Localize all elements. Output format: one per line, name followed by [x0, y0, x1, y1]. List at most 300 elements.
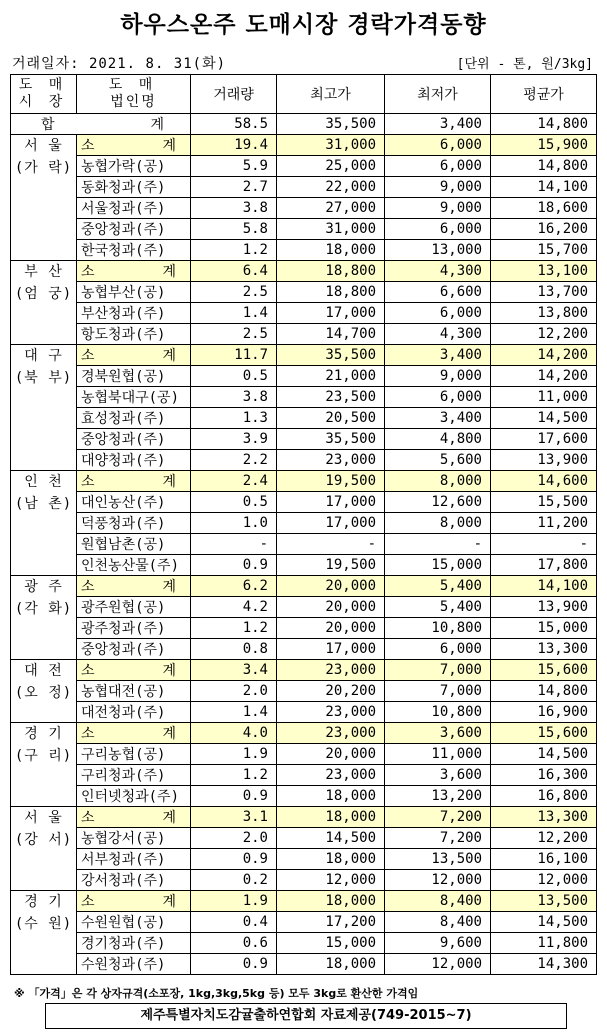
subtotal-row	[11, 576, 597, 597]
corp-name: 부산청과(주)	[77, 303, 191, 324]
volume-cell: 5.8	[191, 219, 277, 240]
volume-cell: 2.5	[191, 282, 277, 303]
corp-name: 동화청과(주)	[77, 177, 191, 198]
table-row	[11, 156, 597, 177]
avg-price-cell: 16,800	[491, 786, 597, 807]
subtotal-label-b: 계	[162, 348, 176, 364]
max-price-cell: 15,000	[277, 933, 385, 954]
min-price-cell: 13,500	[385, 849, 491, 870]
market-name: 대 전	[24, 663, 63, 679]
subtotal-row	[11, 891, 597, 912]
market-location: (북 부)	[14, 370, 73, 386]
volume-cell: 0.9	[191, 954, 277, 975]
subtotal-label-b: 계	[162, 894, 176, 910]
table-row	[11, 849, 597, 870]
avg-price-cell: 16,900	[491, 702, 597, 723]
volume-cell: 1.2	[191, 765, 277, 786]
market-location: (남 촌)	[14, 496, 73, 512]
volume-cell: 1.9	[191, 891, 277, 912]
min-price-cell: 10,800	[385, 702, 491, 723]
corp-name: 구리청과(주)	[77, 765, 191, 786]
avg-price-cell: 17,800	[491, 555, 597, 576]
avg-price-cell: -	[491, 534, 597, 555]
max-price-cell: 18,000	[277, 954, 385, 975]
header-avg: 평균가	[491, 75, 597, 114]
table-row	[11, 177, 597, 198]
subtotal-label	[77, 471, 191, 492]
min-price-cell: 3,600	[385, 765, 491, 786]
min-price-cell: 9,000	[385, 198, 491, 219]
max-price-cell: 19,500	[277, 555, 385, 576]
max-price-cell: 18,000	[277, 240, 385, 261]
subtotal-label-wrap	[81, 576, 190, 596]
max-price-cell: 19,500	[277, 471, 385, 492]
max-price-cell: -	[277, 534, 385, 555]
corp-name: 서울청과(주)	[77, 198, 191, 219]
corp-name: 농협대전(공)	[77, 681, 191, 702]
avg-price-cell: 11,200	[491, 513, 597, 534]
total-volume: 58.5	[191, 114, 277, 135]
min-price-cell: 5,600	[385, 450, 491, 471]
min-price-cell: 4,300	[385, 324, 491, 345]
min-price-cell: 12,600	[385, 492, 491, 513]
corp-name: 서부청과(주)	[77, 849, 191, 870]
subtotal-row	[11, 345, 597, 366]
market-name: 인 천	[24, 474, 63, 490]
max-price-cell: 23,000	[277, 660, 385, 681]
table-row	[11, 639, 597, 660]
min-price-cell: 15,000	[385, 555, 491, 576]
max-price-cell: 23,000	[277, 450, 385, 471]
subtotal-label-a: 소	[81, 810, 95, 826]
volume-cell: 1.4	[191, 702, 277, 723]
subtotal-label	[77, 135, 191, 156]
total-max: 35,500	[277, 114, 385, 135]
max-price-cell: 17,200	[277, 912, 385, 933]
table-row	[11, 765, 597, 786]
avg-price-cell: 14,500	[491, 912, 597, 933]
market-name: 대 구	[24, 348, 63, 364]
corp-name: 한국청과(주)	[77, 240, 191, 261]
corp-name: 농협부산(공)	[77, 282, 191, 303]
volume-cell: -	[191, 534, 277, 555]
max-price-cell: 20,000	[277, 618, 385, 639]
volume-cell: 6.4	[191, 261, 277, 282]
subtotal-label	[77, 891, 191, 912]
max-price-cell: 23,000	[277, 723, 385, 744]
volume-cell: 11.7	[191, 345, 277, 366]
corp-name: 강서청과(주)	[77, 870, 191, 891]
avg-price-cell: 13,500	[491, 891, 597, 912]
max-price-cell: 18,800	[277, 282, 385, 303]
min-price-cell: -	[385, 534, 491, 555]
min-price-cell: 6,000	[385, 639, 491, 660]
volume-cell: 2.2	[191, 450, 277, 471]
volume-cell: 3.1	[191, 807, 277, 828]
subtotal-label-wrap	[81, 345, 190, 365]
avg-price-cell: 18,600	[491, 198, 597, 219]
avg-price-cell: 12,200	[491, 324, 597, 345]
min-price-cell: 6,000	[385, 303, 491, 324]
subtotal-label-a: 소	[81, 348, 95, 364]
avg-price-cell: 11,800	[491, 933, 597, 954]
corp-name: 농협북대구(공)	[77, 387, 191, 408]
table-row	[11, 303, 597, 324]
volume-cell: 19.4	[191, 135, 277, 156]
avg-price-cell: 15,900	[491, 135, 597, 156]
avg-price-cell: 14,600	[491, 471, 597, 492]
subtotal-label-wrap	[81, 723, 190, 743]
max-price-cell: 20,000	[277, 576, 385, 597]
min-price-cell: 7,000	[385, 660, 491, 681]
subtotal-label-a: 소	[81, 579, 95, 595]
corp-name: 경기청과(주)	[77, 933, 191, 954]
max-price-cell: 17,000	[277, 303, 385, 324]
header-volume: 거래량	[191, 75, 277, 114]
max-price-cell: 22,000	[277, 177, 385, 198]
market-cell	[11, 807, 77, 891]
total-min: 3,400	[385, 114, 491, 135]
max-price-cell: 14,700	[277, 324, 385, 345]
avg-price-cell: 12,000	[491, 870, 597, 891]
subtotal-label-b: 계	[162, 810, 176, 826]
corp-name: 대양청과(주)	[77, 450, 191, 471]
table-row	[11, 744, 597, 765]
table-row	[11, 324, 597, 345]
total-row	[11, 114, 597, 135]
avg-price-cell: 14,100	[491, 177, 597, 198]
min-price-cell: 6,600	[385, 282, 491, 303]
min-price-cell: 3,400	[385, 408, 491, 429]
table-row	[11, 429, 597, 450]
max-price-cell: 31,000	[277, 135, 385, 156]
max-price-cell: 21,000	[277, 366, 385, 387]
subtotal-label-b: 계	[162, 474, 176, 490]
volume-cell: 0.8	[191, 639, 277, 660]
avg-price-cell: 12,200	[491, 828, 597, 849]
subtotal-label-a: 소	[81, 663, 95, 679]
min-price-cell: 7,200	[385, 828, 491, 849]
market-location: (구 리)	[14, 748, 73, 764]
avg-price-cell: 14,300	[491, 954, 597, 975]
table-row	[11, 240, 597, 261]
min-price-cell: 11,000	[385, 744, 491, 765]
total-label-a: 합	[41, 117, 55, 133]
market-location: (각 화)	[14, 601, 73, 617]
subtotal-label-wrap	[81, 471, 190, 491]
corp-name: 농협강서(공)	[77, 828, 191, 849]
volume-cell: 0.9	[191, 786, 277, 807]
min-price-cell: 4,300	[385, 261, 491, 282]
min-price-cell: 10,800	[385, 618, 491, 639]
unit-note: [단위 - 톤, 원/3kg]	[456, 57, 593, 72]
market-location: (가 락)	[14, 160, 73, 176]
avg-price-cell: 14,100	[491, 576, 597, 597]
volume-cell: 0.6	[191, 933, 277, 954]
subtotal-label-a: 소	[81, 138, 95, 154]
subtotal-label-a: 소	[81, 726, 95, 742]
header-corp-line2: 법인명	[110, 94, 157, 110]
max-price-cell: 18,000	[277, 849, 385, 870]
subtotal-label-a: 소	[81, 894, 95, 910]
min-price-cell: 6,000	[385, 135, 491, 156]
subtotal-label-a: 소	[81, 264, 95, 280]
volume-cell: 2.0	[191, 681, 277, 702]
min-price-cell: 8,000	[385, 513, 491, 534]
corp-name: 수원원협(공)	[77, 912, 191, 933]
volume-cell: 4.0	[191, 723, 277, 744]
avg-price-cell: 15,600	[491, 660, 597, 681]
header-corp	[77, 75, 191, 114]
corp-name: 원협남촌(공)	[77, 534, 191, 555]
min-price-cell: 12,000	[385, 870, 491, 891]
max-price-cell: 27,000	[277, 198, 385, 219]
max-price-cell: 31,000	[277, 219, 385, 240]
avg-price-cell: 15,600	[491, 723, 597, 744]
min-price-cell: 4,800	[385, 429, 491, 450]
volume-cell: 0.4	[191, 912, 277, 933]
min-price-cell: 3,600	[385, 723, 491, 744]
trade-date: 거래일자: 2021. 8. 31(화)	[12, 56, 227, 72]
avg-price-cell: 15,500	[491, 492, 597, 513]
subtotal-label	[77, 576, 191, 597]
avg-price-cell: 16,100	[491, 849, 597, 870]
total-avg: 14,800	[491, 114, 597, 135]
corp-name: 대인농산(주)	[77, 492, 191, 513]
subtotal-label-b: 계	[162, 726, 176, 742]
max-price-cell: 23,500	[277, 387, 385, 408]
market-name: 서 울	[24, 138, 63, 154]
avg-price-cell: 14,800	[491, 681, 597, 702]
max-price-cell: 23,000	[277, 702, 385, 723]
avg-price-cell: 13,300	[491, 807, 597, 828]
min-price-cell: 6,000	[385, 387, 491, 408]
subtotal-label-b: 계	[162, 264, 176, 280]
corp-name: 중앙청과(주)	[77, 219, 191, 240]
min-price-cell: 3,400	[385, 345, 491, 366]
subtotal-row	[11, 807, 597, 828]
total-label	[11, 114, 191, 135]
table-row	[11, 408, 597, 429]
subtotal-row	[11, 471, 597, 492]
table-row	[11, 597, 597, 618]
volume-cell: 3.8	[191, 387, 277, 408]
volume-cell: 0.2	[191, 870, 277, 891]
avg-price-cell: 16,200	[491, 219, 597, 240]
market-location: (엄 궁)	[14, 286, 73, 302]
avg-price-cell: 14,800	[491, 156, 597, 177]
market-cell	[11, 261, 77, 345]
min-price-cell: 13,200	[385, 786, 491, 807]
table-row	[11, 702, 597, 723]
subtotal-label	[77, 261, 191, 282]
volume-cell: 0.5	[191, 366, 277, 387]
volume-cell: 4.2	[191, 597, 277, 618]
subtotal-label-wrap	[81, 660, 190, 680]
volume-cell: 2.0	[191, 828, 277, 849]
max-price-cell: 17,000	[277, 639, 385, 660]
table-row	[11, 282, 597, 303]
market-location: (강 서)	[14, 832, 73, 848]
max-price-cell: 35,500	[277, 429, 385, 450]
subtotal-label	[77, 807, 191, 828]
max-price-cell: 17,000	[277, 492, 385, 513]
corp-name: 광주원협(공)	[77, 597, 191, 618]
market-location: (오 정)	[14, 685, 73, 701]
min-price-cell: 5,400	[385, 576, 491, 597]
avg-price-cell: 13,900	[491, 450, 597, 471]
max-price-cell: 18,000	[277, 891, 385, 912]
avg-price-cell: 13,300	[491, 639, 597, 660]
corp-name: 대전청과(주)	[77, 702, 191, 723]
avg-price-cell: 13,100	[491, 261, 597, 282]
max-price-cell: 18,000	[277, 786, 385, 807]
subtotal-row	[11, 261, 597, 282]
corp-name: 인천농산물(주)	[77, 555, 191, 576]
corp-name: 효성청과(주)	[77, 408, 191, 429]
max-price-cell: 23,000	[277, 765, 385, 786]
header-market	[11, 75, 77, 114]
min-price-cell: 6,000	[385, 219, 491, 240]
page-title: 하우스온주 도매시장 경락가격동향	[120, 12, 487, 38]
header-market-line2: 시 장	[18, 94, 69, 110]
avg-price-cell: 15,000	[491, 618, 597, 639]
table-row	[11, 366, 597, 387]
min-price-cell: 9,000	[385, 366, 491, 387]
table-row	[11, 933, 597, 954]
max-price-cell: 20,000	[277, 744, 385, 765]
max-price-cell: 20,200	[277, 681, 385, 702]
avg-price-cell: 11,000	[491, 387, 597, 408]
min-price-cell: 8,400	[385, 891, 491, 912]
corp-name: 농협가락(공)	[77, 156, 191, 177]
min-price-cell: 8,000	[385, 471, 491, 492]
max-price-cell: 12,000	[277, 870, 385, 891]
volume-cell: 1.4	[191, 303, 277, 324]
market-cell	[11, 660, 77, 723]
source-box: 제주특별자치도감귤출하연합회 자료제공(749-2015~7)	[45, 1003, 567, 1029]
subtotal-row	[11, 135, 597, 156]
market-name: 서 울	[24, 810, 63, 826]
volume-cell: 2.4	[191, 471, 277, 492]
table-row	[11, 618, 597, 639]
subtotal-label-wrap	[81, 807, 190, 827]
footnote: ※ 「가격」은 각 상자규격(소포장, 1kg,3kg,5kg 등) 모두 3kg로 환산한 가격임	[14, 987, 419, 1000]
table-row	[11, 219, 597, 240]
volume-cell: 1.2	[191, 618, 277, 639]
table-row	[11, 492, 597, 513]
max-price-cell: 35,500	[277, 345, 385, 366]
market-cell	[11, 471, 77, 576]
header-min: 최저가	[385, 75, 491, 114]
min-price-cell: 7,000	[385, 681, 491, 702]
subtotal-label	[77, 345, 191, 366]
table-row	[11, 786, 597, 807]
min-price-cell: 9,600	[385, 933, 491, 954]
corp-name: 인터넷청과(주)	[77, 786, 191, 807]
max-price-cell: 20,500	[277, 408, 385, 429]
max-price-cell: 17,000	[277, 513, 385, 534]
subtotal-label	[77, 660, 191, 681]
volume-cell: 1.0	[191, 513, 277, 534]
market-cell	[11, 345, 77, 471]
corp-name: 경북원협(공)	[77, 366, 191, 387]
avg-price-cell: 14,500	[491, 744, 597, 765]
market-cell	[11, 576, 77, 660]
subtotal-label-wrap	[81, 891, 190, 911]
total-label-b: 계	[150, 117, 164, 133]
table-row	[11, 198, 597, 219]
subtotal-row	[11, 723, 597, 744]
table-row	[11, 828, 597, 849]
volume-cell: 1.3	[191, 408, 277, 429]
avg-price-cell: 15,700	[491, 240, 597, 261]
min-price-cell: 9,000	[385, 177, 491, 198]
avg-price-cell: 16,300	[491, 765, 597, 786]
min-price-cell: 13,000	[385, 240, 491, 261]
volume-cell: 3.4	[191, 660, 277, 681]
market-cell	[11, 891, 77, 975]
subtotal-label	[77, 723, 191, 744]
market-name: 광 주	[24, 579, 63, 595]
min-price-cell: 8,400	[385, 912, 491, 933]
max-price-cell: 25,000	[277, 156, 385, 177]
min-price-cell: 7,200	[385, 807, 491, 828]
volume-cell: 0.9	[191, 555, 277, 576]
header-row	[11, 75, 597, 114]
volume-cell: 2.5	[191, 324, 277, 345]
min-price-cell: 5,400	[385, 597, 491, 618]
volume-cell: 3.8	[191, 198, 277, 219]
table-row	[11, 450, 597, 471]
corp-name: 항도청과(주)	[77, 324, 191, 345]
table-row	[11, 912, 597, 933]
volume-cell: 5.9	[191, 156, 277, 177]
corp-name: 광주청과(주)	[77, 618, 191, 639]
table-row	[11, 681, 597, 702]
corp-name: 구리농협(공)	[77, 744, 191, 765]
market-cell	[11, 135, 77, 261]
avg-price-cell: 13,900	[491, 597, 597, 618]
volume-cell: 6.2	[191, 576, 277, 597]
market-name: 경 기	[24, 894, 63, 910]
subtotal-label-b: 계	[162, 579, 176, 595]
corp-name: 덕풍청과(주)	[77, 513, 191, 534]
table-row	[11, 954, 597, 975]
avg-price-cell: 14,200	[491, 366, 597, 387]
corp-name: 중앙청과(주)	[77, 639, 191, 660]
max-price-cell: 20,000	[277, 597, 385, 618]
max-price-cell: 18,000	[277, 807, 385, 828]
avg-price-cell: 13,800	[491, 303, 597, 324]
subtotal-label-b: 계	[162, 663, 176, 679]
subtotal-row	[11, 660, 597, 681]
max-price-cell: 14,500	[277, 828, 385, 849]
volume-cell: 1.9	[191, 744, 277, 765]
subtotal-label-wrap	[81, 261, 190, 281]
market-cell	[11, 723, 77, 807]
market-location: (수 원)	[14, 916, 73, 932]
table-row	[11, 534, 597, 555]
volume-cell: 1.2	[191, 240, 277, 261]
subtotal-label-b: 계	[162, 138, 176, 154]
avg-price-cell: 13,700	[491, 282, 597, 303]
market-name: 부 산	[24, 264, 63, 280]
subtotal-label-a: 소	[81, 474, 95, 490]
volume-cell: 0.5	[191, 492, 277, 513]
max-price-cell: 18,800	[277, 261, 385, 282]
min-price-cell: 6,000	[385, 156, 491, 177]
